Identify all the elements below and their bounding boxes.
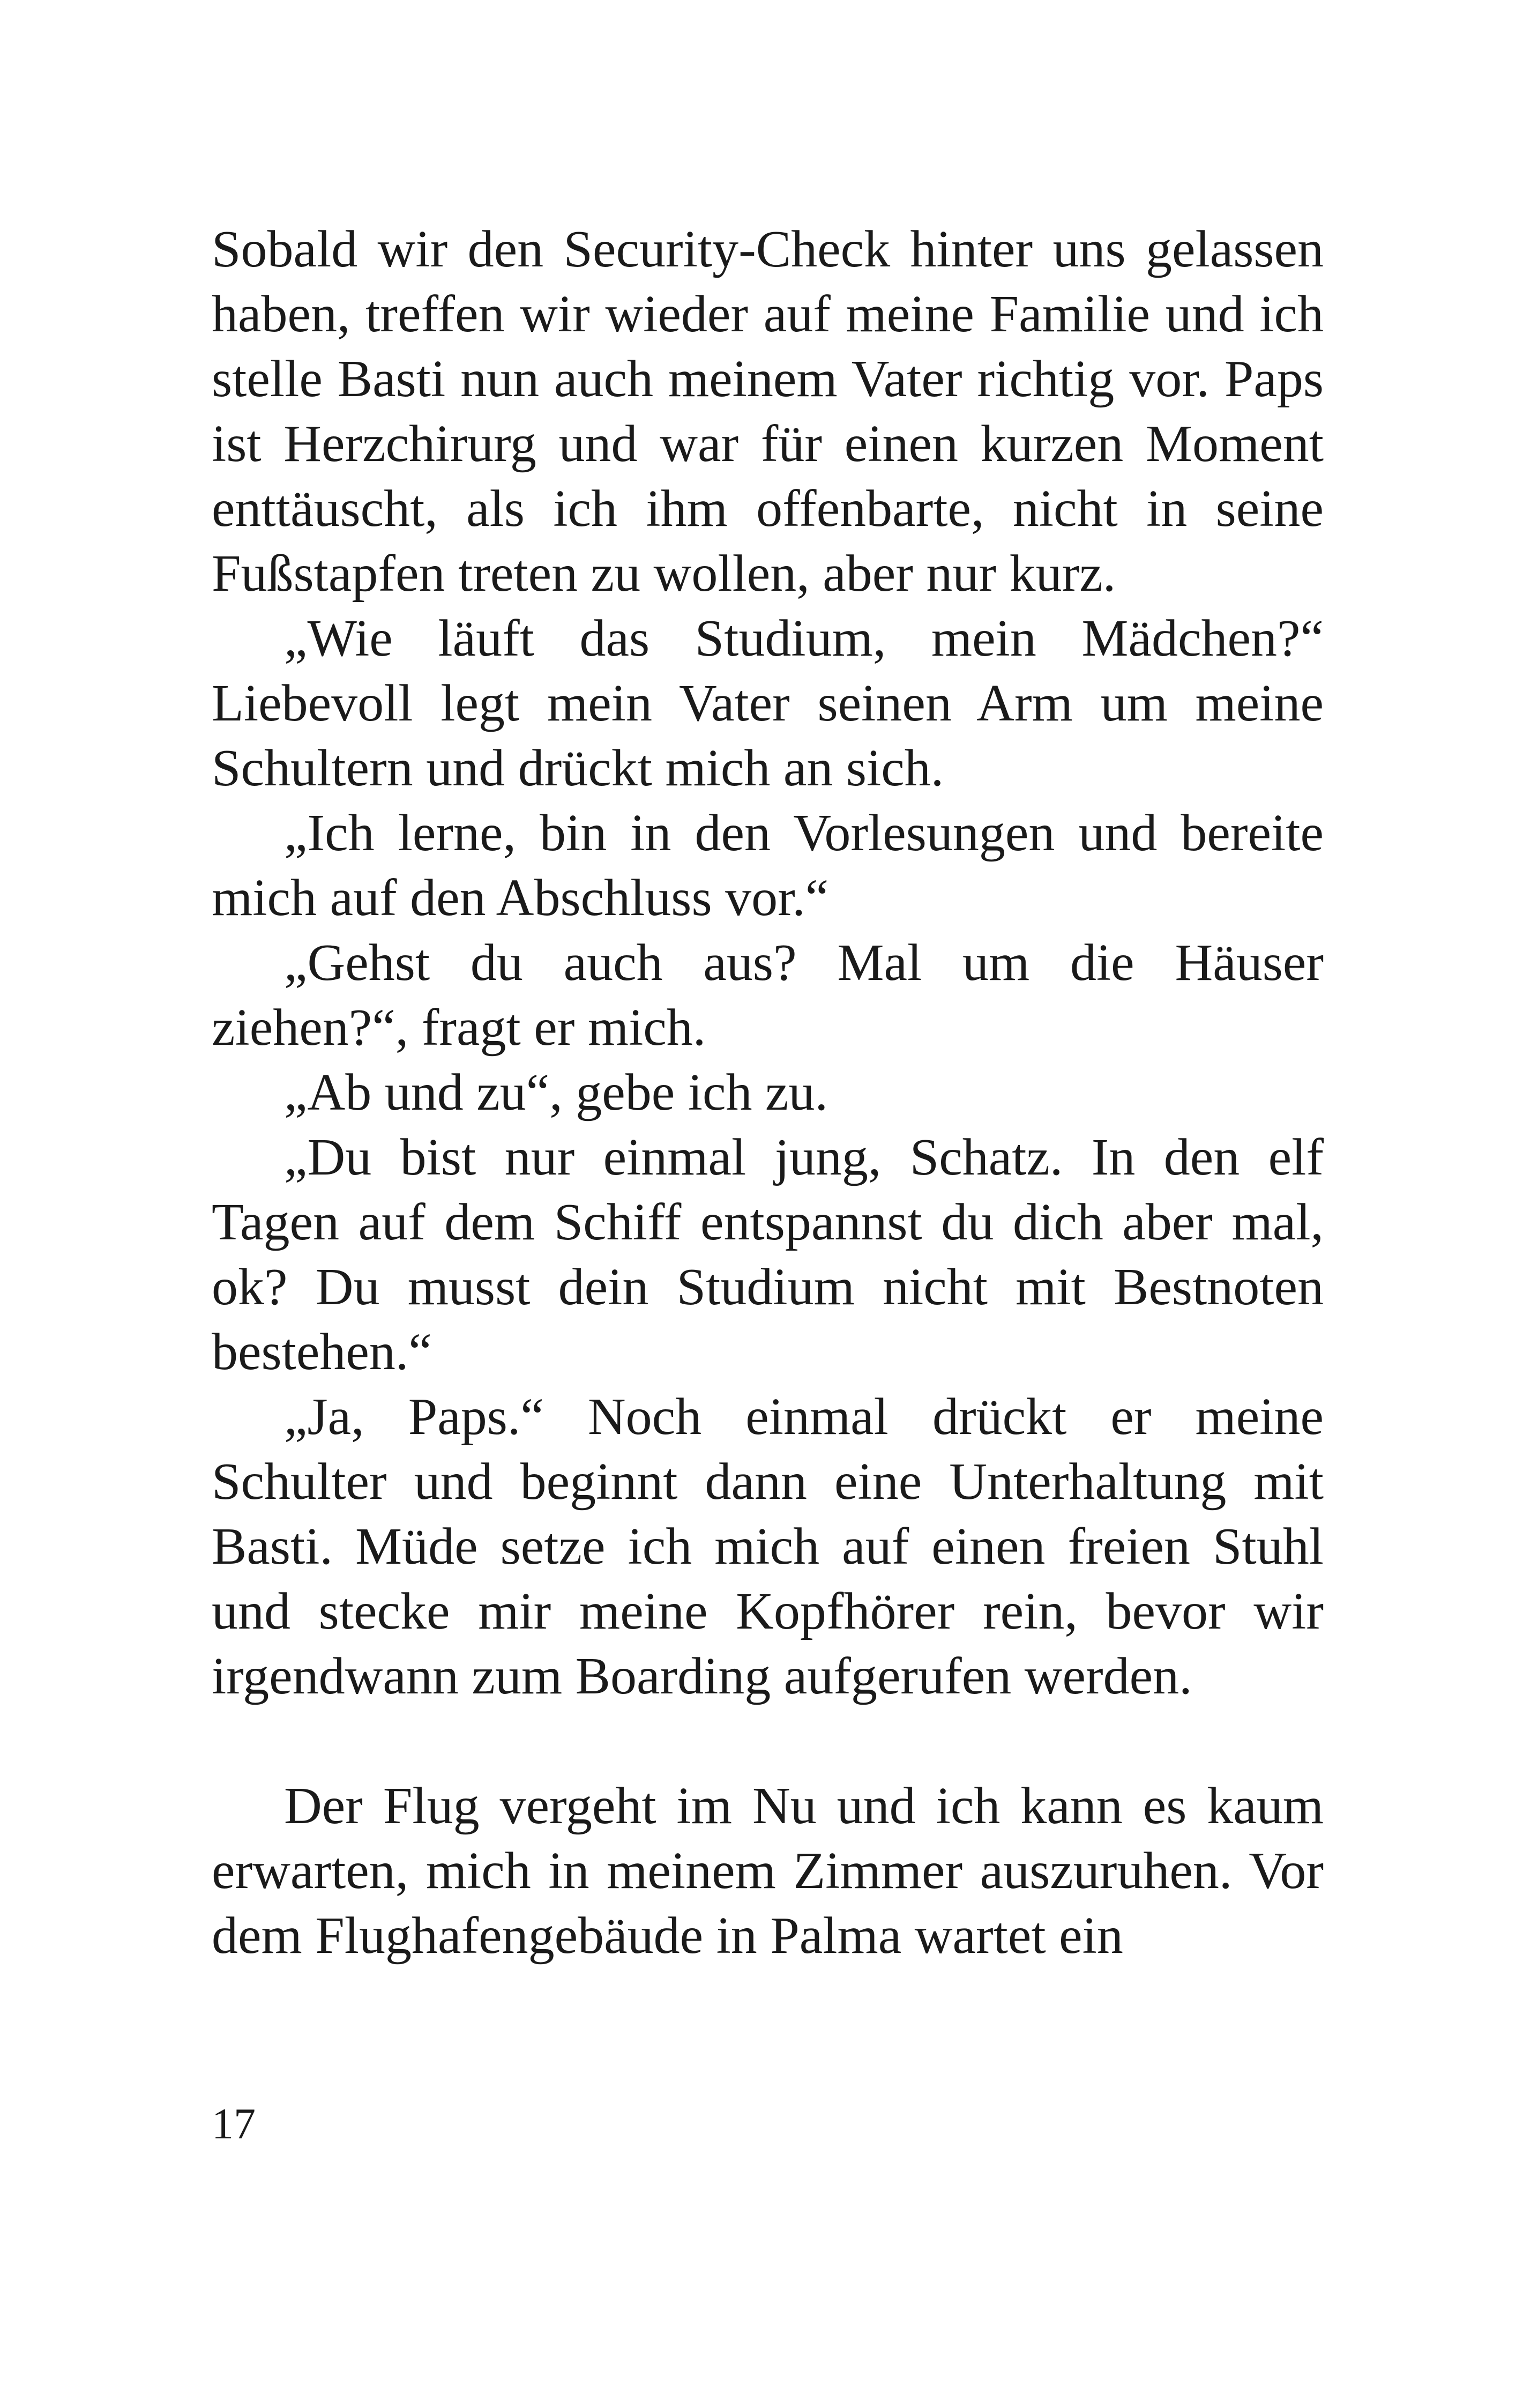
paragraph-7: „Ja, Paps.“ Noch einmal drückt er meine Schulter und beginnt dann eine Unterhaltung mit Basti. Müde setze ich mich auf einen freien Stuhl und stecke mir meine Kopfhörer rein, bevor wir irgendwann zum Boarding aufgerufen werden. [212, 1388, 1324, 1705]
paragraph-3: „Ich lerne, bin in den Vorlesungen und bereite mich auf den Abschluss vor.“ [212, 804, 1324, 927]
body-text [212, 217, 1324, 1968]
paragraph-2: „Wie läuft das Studium, mein Mädchen?“ Liebevoll legt mein Vater seinen Arm um meine Schultern und drückt mich an sich. [212, 610, 1324, 797]
paragraph-8: Der Flug vergeht im Nu und ich kann es kaum erwarten, mich in meinem Zimmer auszuruhen. Vor dem Flughafengebäude in Palma wartet ein [212, 1777, 1324, 1965]
section-break [212, 1709, 1324, 1774]
paragraph-1: Sobald wir den Security-Check hinter uns gelassen haben, treffen wir wieder auf meine Familie und ich stelle Basti nun auch meinem Vater richtig vor. Paps ist Herzchirurg und war für einen kurzen Moment enttäuscht, als ich ihm offenbarte, nicht in seine Fußstapfen treten zu wollen, aber nur kurz. [212, 220, 1324, 603]
page-number: 17 [212, 2099, 256, 2148]
paragraph-5: „Ab und zu“, gebe ich zu. [284, 1064, 828, 1121]
paragraph-4: „Gehst du auch aus? Mal um die Häuser ziehen?“, fragt er mich. [212, 934, 1324, 1057]
paragraph-6: „Du bist nur einmal jung, Schatz. In den elf Tagen auf dem Schiff entspannst du dich aber mal, ok? Du musst dein Studium nicht mit Bestnoten bestehen.“ [212, 1128, 1324, 1381]
